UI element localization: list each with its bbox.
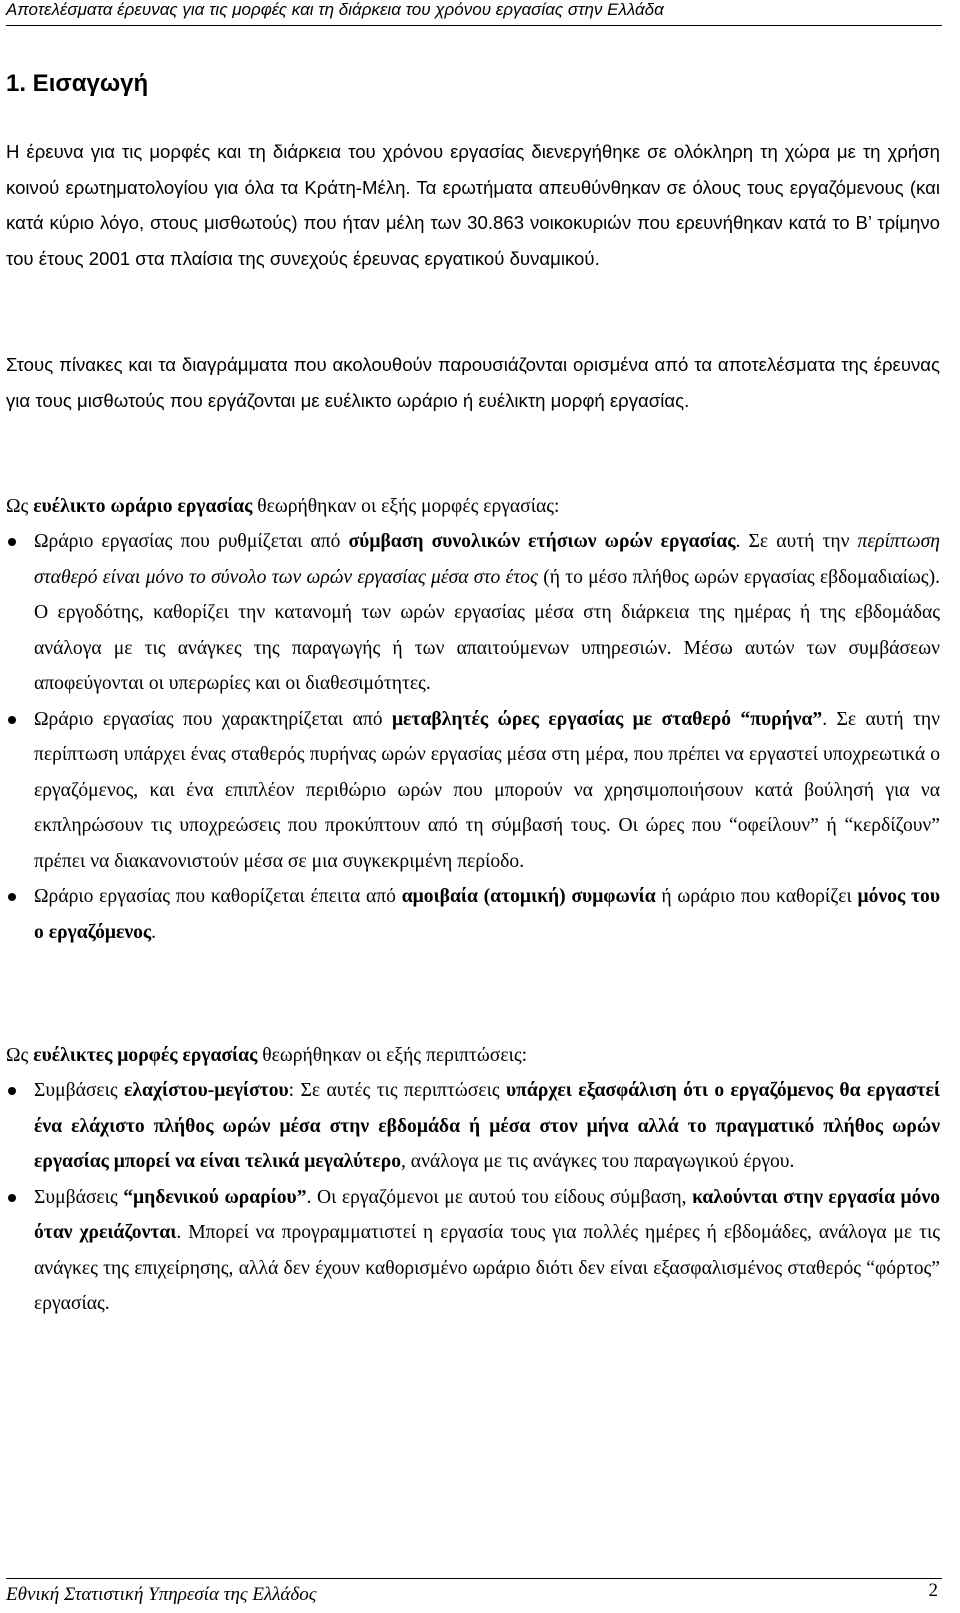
lead-text-end: θεωρήθηκαν οι εξής μορφές εργασίας: [252, 496, 560, 517]
intro-paragraph-1: Η έρευνα για τις μορφές και τη διάρκεια του χρόνου εργασίας διενεργήθηκε σε ολόκληρη τη χώρα με τη χρήση κοινού ερωτηματολογίου για όλα τα Κράτη-Μέλη. Τα ερωτήματα απευθύνθηκαν σε όλους τους εργαζόμενους (και κατά κύριο λόγο, στους μισθωτούς) που ήταν μέλη των 30.863 νοικοκυριών που ερευνήθηκαν κατά το Β’ τρίμηνο του έτους 2001 στα πλαίσια της συνεχούς έρευνας εργατικού δυναμικού. [6, 141, 940, 269]
intro-paragraph-2: Στους πίνακες και τα διαγράμματα που ακολουθούν παρουσιάζονται ορισμένα από τα αποτελέσματα της έρευνας για τους μισθωτούς που εργάζονται με ευέλικτο ωράριο ή ευέλικτη μορφή εργασίας. [6, 354, 940, 411]
header-rule [6, 25, 942, 26]
footer-organization: Εθνική Στατιστική Υπηρεσία της Ελλάδος [6, 1584, 317, 1605]
section-heading: 1. Εισαγωγή [6, 70, 149, 97]
list-item [6, 1073, 940, 1180]
item-term: αμοιβαία (ατομική) συμφωνία [401, 886, 656, 907]
lead-text-end: θεωρήθηκαν οι εξής περιπτώσεις: [257, 1045, 528, 1066]
item-term: καλούνται στην εργασία μόνο όταν χρειάζονται [34, 1186, 940, 1243]
list-item [6, 702, 940, 880]
item-text: ή ωράριο που καθορίζει [655, 886, 858, 907]
flex-forms-list [6, 1073, 940, 1322]
item-text: Ωράριο εργασίας που χαρακτηρίζεται από [34, 708, 392, 730]
flex-hours-lead [6, 489, 940, 525]
item-term: σύμβαση συνολικών ετήσιων ωρών εργασίας [348, 531, 736, 552]
lead-term: ευέλικτο ωράριο εργασίας [33, 496, 253, 517]
item-text: Συμβάσεις [34, 1186, 124, 1208]
item-text: Συμβάσεις [34, 1080, 125, 1101]
item-text: . Σε αυτή την περίπτωση υπάρχει ένας σταθερός πυρήνας ωρών εργασίας μέσα στη μέρα, που πρέπει να εργαστεί υποχρεωτικά ο εργαζόμενος, και ένα επιπλέον περιθώριο ωρών που μπορούν να χρησιμοποιήσουν κατά βούλησή για να εκπληρώσουν τις υποχρεώσεις που προκύπτουν από τη σύμβασή τους. Οι ώρες που “οφείλουν” ή “κερδίζουν” πρέπει να διακανονιστούν μέσα σε μια συγκεκριμένη περίοδο. [34, 708, 940, 872]
page-number: 2 [928, 1580, 938, 1601]
item-text: . Σε αυτή την [735, 531, 858, 552]
item-text: . Μπορεί να προγραμματιστεί η εργασία τους για πολλές ημέρες ή εβδομάδες, ανάλογα με τις ανάγκες της επιχείρησης, αλλά δεν έχουν καθορισμένο ωράριο διότι δεν είναι εξασφαλισμένος σταθερός “φόρτος” εργασίας. [34, 1222, 940, 1314]
item-term: μόνος του ο εργαζόμενος [34, 886, 941, 943]
item-term: υπάρχει εξασφάλιση ότι ο εργαζόμενος θα εργαστεί ένα ελάχιστο πλήθος ωρών μέσα στην εβδομάδα ή μέσα στον μήνα αλλά το πραγματικό πλήθος ωρών εργασίας μπορεί να είναι τελικά μεγαλύτερο [34, 1080, 940, 1172]
lead-text: Ως [6, 496, 34, 517]
item-text: : Σε αυτές τις περιπτώσεις [288, 1080, 506, 1101]
list-item [6, 1180, 940, 1322]
running-header: Αποτελέσματα έρευνας για τις μορφές και τη διάρκεια του χρόνου εργασίας στην Ελλάδα [6, 0, 664, 19]
lead-text: Ως [6, 1045, 34, 1066]
list-item [6, 879, 940, 950]
flex-forms-lead [6, 1038, 940, 1074]
item-text: . Οι εργαζόμενοι με αυτού του είδους σύμβαση, [306, 1186, 693, 1208]
footer-rule [6, 1578, 942, 1579]
flex-hours-list [6, 524, 940, 950]
item-text: . [151, 921, 157, 943]
item-emphasis: περίπτωση σταθερό είναι μόνο το σύνολο των ωρών εργασίας μέσα στο έτος [34, 531, 940, 588]
item-text: (ή το μέσο πλήθος ωρών εργασίας εβδομαδιαίως). Ο εργοδότης, καθορίζει την κατανομή των ωρών εργασίας μέσα στη διάρκεια της ημέρας ή της εβδομάδας ανάλογα με τις ανάγκες της παραγωγής ή των απαιτούμενων υπηρεσιών. Μέσω αυτών των συμβάσεων αποφεύγονται οι υπερωρίες και οι διαθεσιμότητες. [34, 566, 940, 694]
lead-term: ευέλικτες μορφές εργασίας [33, 1045, 258, 1066]
item-term: ελαχίστου-μεγίστου [124, 1080, 289, 1101]
list-item [6, 524, 940, 702]
item-text: Ωράριο εργασίας που ρυθμίζεται από [34, 531, 349, 552]
item-term: μεταβλητές ώρες εργασίας με σταθερό “πυρήνα” [391, 708, 823, 730]
item-text: , ανάλογα με τις ανάγκες του παραγωγικού έργου. [401, 1151, 795, 1172]
item-text: Ωράριο εργασίας που καθορίζεται έπειτα από [34, 886, 402, 907]
item-term: “μηδενικού ωραρίου” [123, 1186, 307, 1208]
